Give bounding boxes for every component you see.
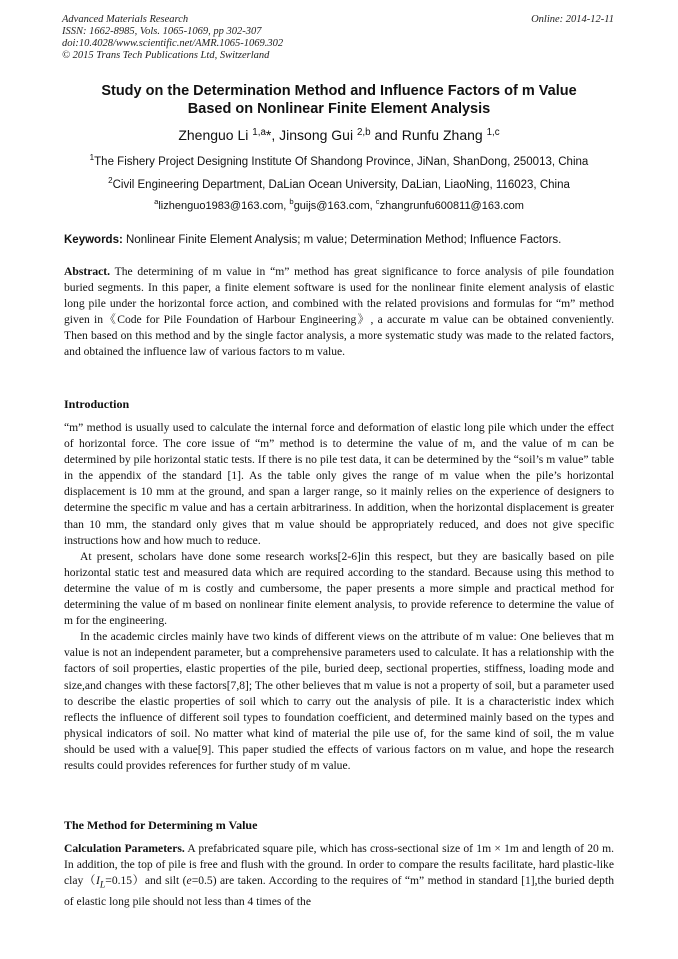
affiliation-2-text: Civil Engineering Department, DaLian Ocean University, DaLian, LiaoNing, 116023, China [112, 179, 570, 191]
affiliation-2 [30, 176, 648, 191]
liquidity-index-symbol: I [96, 874, 100, 888]
abstract [64, 264, 614, 361]
calc-params-label: Calculation Parameters. [64, 842, 185, 855]
author-3-sup: 1,c [486, 127, 500, 138]
corresponding-mark: * [265, 127, 272, 143]
copyright-line: © 2015 Trans Tech Publications Ltd, Switzerland [62, 50, 270, 61]
abstract-text: The determining of m value in “m” method has great significance to force analysis of pile foundation buried segments. In this paper, a finite element software is used for the nonlinear finite element analysis of elastic long pile under the horizontal force action, and combined with the related provisions and formulas for “m” method given in《Code for Pile Foundation of Harbour Engineering》, a accurate m value can be obtained conveniently. Then based on this method and by the single factor analysis, a more systematic study was made to the related factors, and obtained the influence law of various factors to m value. [64, 265, 614, 359]
issn-line: ISSN: 1662-8985, Vols. 1065-1069, pp 302-307 [62, 26, 262, 37]
title-line-1: Study on the Determination Method and Influence Factors of m Value [101, 83, 577, 99]
void-ratio-symbol: e [186, 874, 192, 888]
author-3: and Runfu Zhang [370, 127, 487, 143]
calc-params-text-1: A prefabricated square pile, which has cross-sectional size of 1m × 1m and length of 20 m. In addition, the top of pile is free and flush with the ground. In order to compare the results facilitate, hard plastic-like clay（ [64, 842, 614, 888]
author-2: , Jinsong Gui [271, 127, 357, 143]
keywords [64, 234, 616, 246]
calc-params-text-3: =0.5) are taken. According to the requires of “m” method in standard [1],the buried depth of elastic long pile should not less than 4 times of the [64, 874, 614, 908]
title-line-2: Based on Nonlinear Finite Element Analysis [187, 101, 491, 117]
email-b-sup: b [289, 197, 294, 206]
email-a-sup: a [154, 197, 159, 206]
intro-paragraph-3: In the academic circles mainly have two kinds of different views on the attribute of m value: One believes that m value is not an independent parameter, but a comprehensive parameters used to calculate. It has a relationship with the factors of soil properties, elastic properties of the pile, buried deep, sectional properties, stiffness, loading mode and size,and changes with these factors[7,8]; The other believes that m value is not a property of soil, but a parameter used to describe the elastic properties of soil which to carry out the analysis of pile. It is a characteristic index which reflects the influence of different soil types to foundation coefficient, and determined mainly based on the types and physical indicators of soil. No matter what kind of material the pile use of, for the same kind of soil, the m value should be used with a value[9]. This paper studied the effects of various factors on m value, and hope the research results could provides references for further study of m value. [64, 630, 614, 772]
paper-title [40, 82, 638, 118]
email-c[interactable]: zhangrunfu600811@163.com [379, 200, 524, 212]
doi-line: doi:10.4028/www.scientific.net/AMR.1065-1069.302 [62, 38, 284, 49]
intro-paragraph-1: “m” method is usually used to calculate the internal force and deformation of elastic long pile which under the effect of horizontal force. The core issue of “m” method is to determine the value of m, and the value of m can be determined by pile horizontal static tests. If there is no pile test data, it can be determined by the “soil’s m value” table in the appendix of the standard [1]. As the table only gives the range of m value when the pile’s horizontal displacement is 10 mm at the ground, and span a larger range, so it mainly relies on the experience of designers to determine the specific m value and has a certain arbitrariness. In addition, when the horizontal displacement is greater than 10 mm, the standard only gives that m value should be appropriately reduced, and does not give specific instructions how and how much to reduce. [64, 421, 614, 547]
email-b[interactable]: guijs@163.com, [293, 200, 376, 212]
email-c-sup: c [375, 197, 380, 206]
abstract-label: Abstract. [64, 265, 111, 278]
author-list [40, 127, 638, 143]
author-2-sup: 2,b [356, 127, 371, 138]
email-a[interactable]: lizhenguo1983@163.com, [158, 200, 290, 212]
intro-paragraph-2: At present, scholars have done some research works[2-6]in this respect, but they are basically based on pile horizontal static test and measured data which are required according to the standard. Because using this method to determine the value of m is costly and cumbersome, the paper presents a more simple and practical method for determining the value of m based on nonlinear finite element analysis, to provide reference to determine the value of m for the engineering. [64, 549, 614, 628]
liquidity-index-sub: L [99, 879, 106, 891]
online-date: Online: 2014-12-11 [531, 14, 614, 25]
calc-params-text-2: =0.15）and silt ( [105, 874, 187, 888]
journal-name: Advanced Materials Research [62, 14, 189, 25]
affiliation-2-sup: 2 [108, 176, 113, 185]
method-heading: The Method for Determining m Value [64, 818, 258, 832]
author-1: Zhenguo Li [178, 127, 253, 143]
affiliation-1-sup: 1 [89, 153, 95, 162]
author-1-sup: 1,a [252, 127, 266, 138]
introduction-body [64, 420, 614, 774]
method-body [64, 841, 614, 910]
author-emails [40, 197, 638, 212]
affiliation-1-text: The Fishery Project Designing Institute Of Shandong Province, JiNan, ShanDong, 250013, China [94, 156, 589, 168]
keywords-text: Nonlinear Finite Element Analysis; m value; Determination Method; Influence Factors. [122, 234, 562, 246]
journal-header [62, 14, 283, 62]
introduction-heading: Introduction [64, 397, 130, 411]
keywords-label: Keywords: [64, 234, 123, 246]
affiliation-1 [30, 153, 648, 168]
